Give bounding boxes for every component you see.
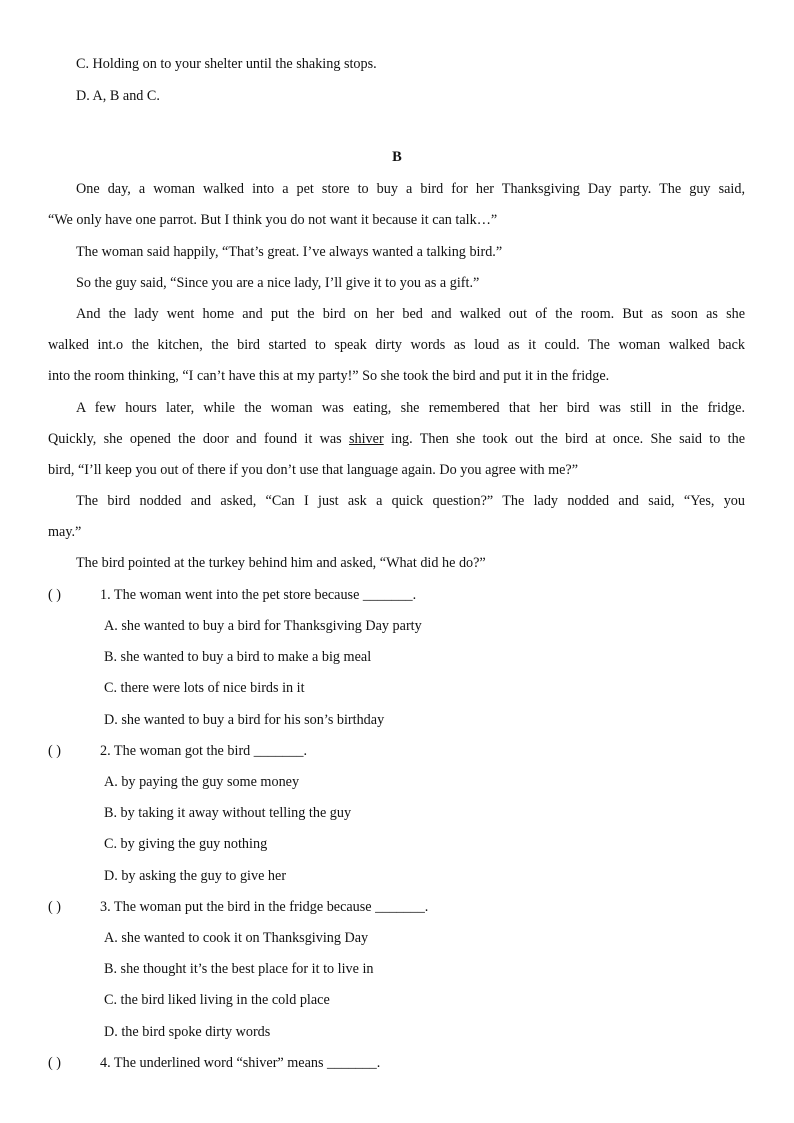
- answer-blank[interactable]: ( ): [48, 587, 61, 603]
- underlined-word-shiver: shiver: [349, 431, 384, 447]
- prev-option-c: C. Holding on to your shelter until the shaking stops.: [76, 56, 377, 72]
- question-row: [48, 586, 416, 604]
- question-stem: 1. The woman went into the pet store because _______.: [100, 587, 417, 603]
- option-c: C. there were lots of nice birds in it: [104, 680, 305, 696]
- option-b: B. she thought it’s the best place for it to live in: [104, 961, 374, 977]
- question-row: [48, 1054, 380, 1072]
- option-b: B. by taking it away without telling the guy: [104, 805, 352, 821]
- answer-blank[interactable]: ( ): [48, 743, 61, 759]
- option-a: A. she wanted to cook it on Thanksgiving Day: [104, 930, 369, 946]
- option-c: C. by giving the guy nothing: [104, 836, 268, 852]
- passage-p6-line2: may.”: [48, 524, 82, 540]
- passage-p2: The woman said happily, “That’s great. I’ve always wanted a talking bird.”: [76, 244, 503, 260]
- question-row: [48, 742, 307, 760]
- passage-p4-line2: walked int.o the kitchen, the bird started to speak dirty words as loud as it could. The woman walked back: [48, 337, 745, 353]
- prev-option-d: D. A, B and C.: [76, 88, 160, 104]
- answer-blank[interactable]: ( ): [48, 899, 61, 915]
- question-stem: 3. The woman put the bird in the fridge because _______.: [100, 899, 429, 915]
- passage-p4-line1: And the lady went home and put the bird on her bed and walked out of the room. But as soon as she: [76, 306, 745, 322]
- passage-p3: So the guy said, “Since you are a nice lady, I’ll give it to you as a gift.”: [76, 275, 480, 291]
- passage-p5-line3: bird, “I’ll keep you out of there if you don’t use that language again. Do you agree with me?”: [48, 462, 579, 478]
- passage-p1-line1: One day, a woman walked into a pet store to buy a bird for her Thanksgiving Day party. The guy said,: [76, 181, 745, 197]
- option-d: D. she wanted to buy a bird for his son’s birthday: [104, 712, 385, 728]
- option-a: A. she wanted to buy a bird for Thanksgiving Day party: [104, 618, 422, 634]
- passage-p5-line2: [48, 430, 745, 448]
- option-d: D. by asking the guy to give her: [104, 868, 287, 884]
- passage-p4-line3: into the room thinking, “I can’t have this at my party!” So she took the bird and put it in the fridge.: [48, 368, 610, 384]
- passage-p7: The bird pointed at the turkey behind him and asked, “What did he do?”: [76, 555, 486, 571]
- section-title: B: [392, 149, 402, 165]
- passage-p6-line1: The bird nodded and asked, “Can I just ask a quick question?” The lady nodded and said, “Yes, you: [76, 493, 745, 509]
- question-stem: 2. The woman got the bird _______.: [100, 743, 308, 759]
- option-c: C. the bird liked living in the cold place: [104, 992, 330, 1008]
- passage-p5-line2-end: ing. Then she took out the bird at once. She said to the: [383, 431, 745, 447]
- question-stem: 4. The underlined word “shiver” means _______.: [100, 1055, 381, 1071]
- passage-p1-line2: “We only have one parrot. But I think you do not want it because it can talk…”: [48, 212, 498, 228]
- question-row: [48, 898, 428, 916]
- passage-p5-line2-start: Quickly, she opened the door and found it was: [48, 431, 349, 447]
- answer-blank[interactable]: ( ): [48, 1055, 61, 1071]
- option-b: B. she wanted to buy a bird to make a big meal: [104, 649, 372, 665]
- option-a: A. by paying the guy some money: [104, 774, 300, 790]
- option-d: D. the bird spoke dirty words: [104, 1024, 271, 1040]
- passage-p5-line1: A few hours later, while the woman was eating, she remembered that her bird was still in the fridge.: [76, 400, 745, 416]
